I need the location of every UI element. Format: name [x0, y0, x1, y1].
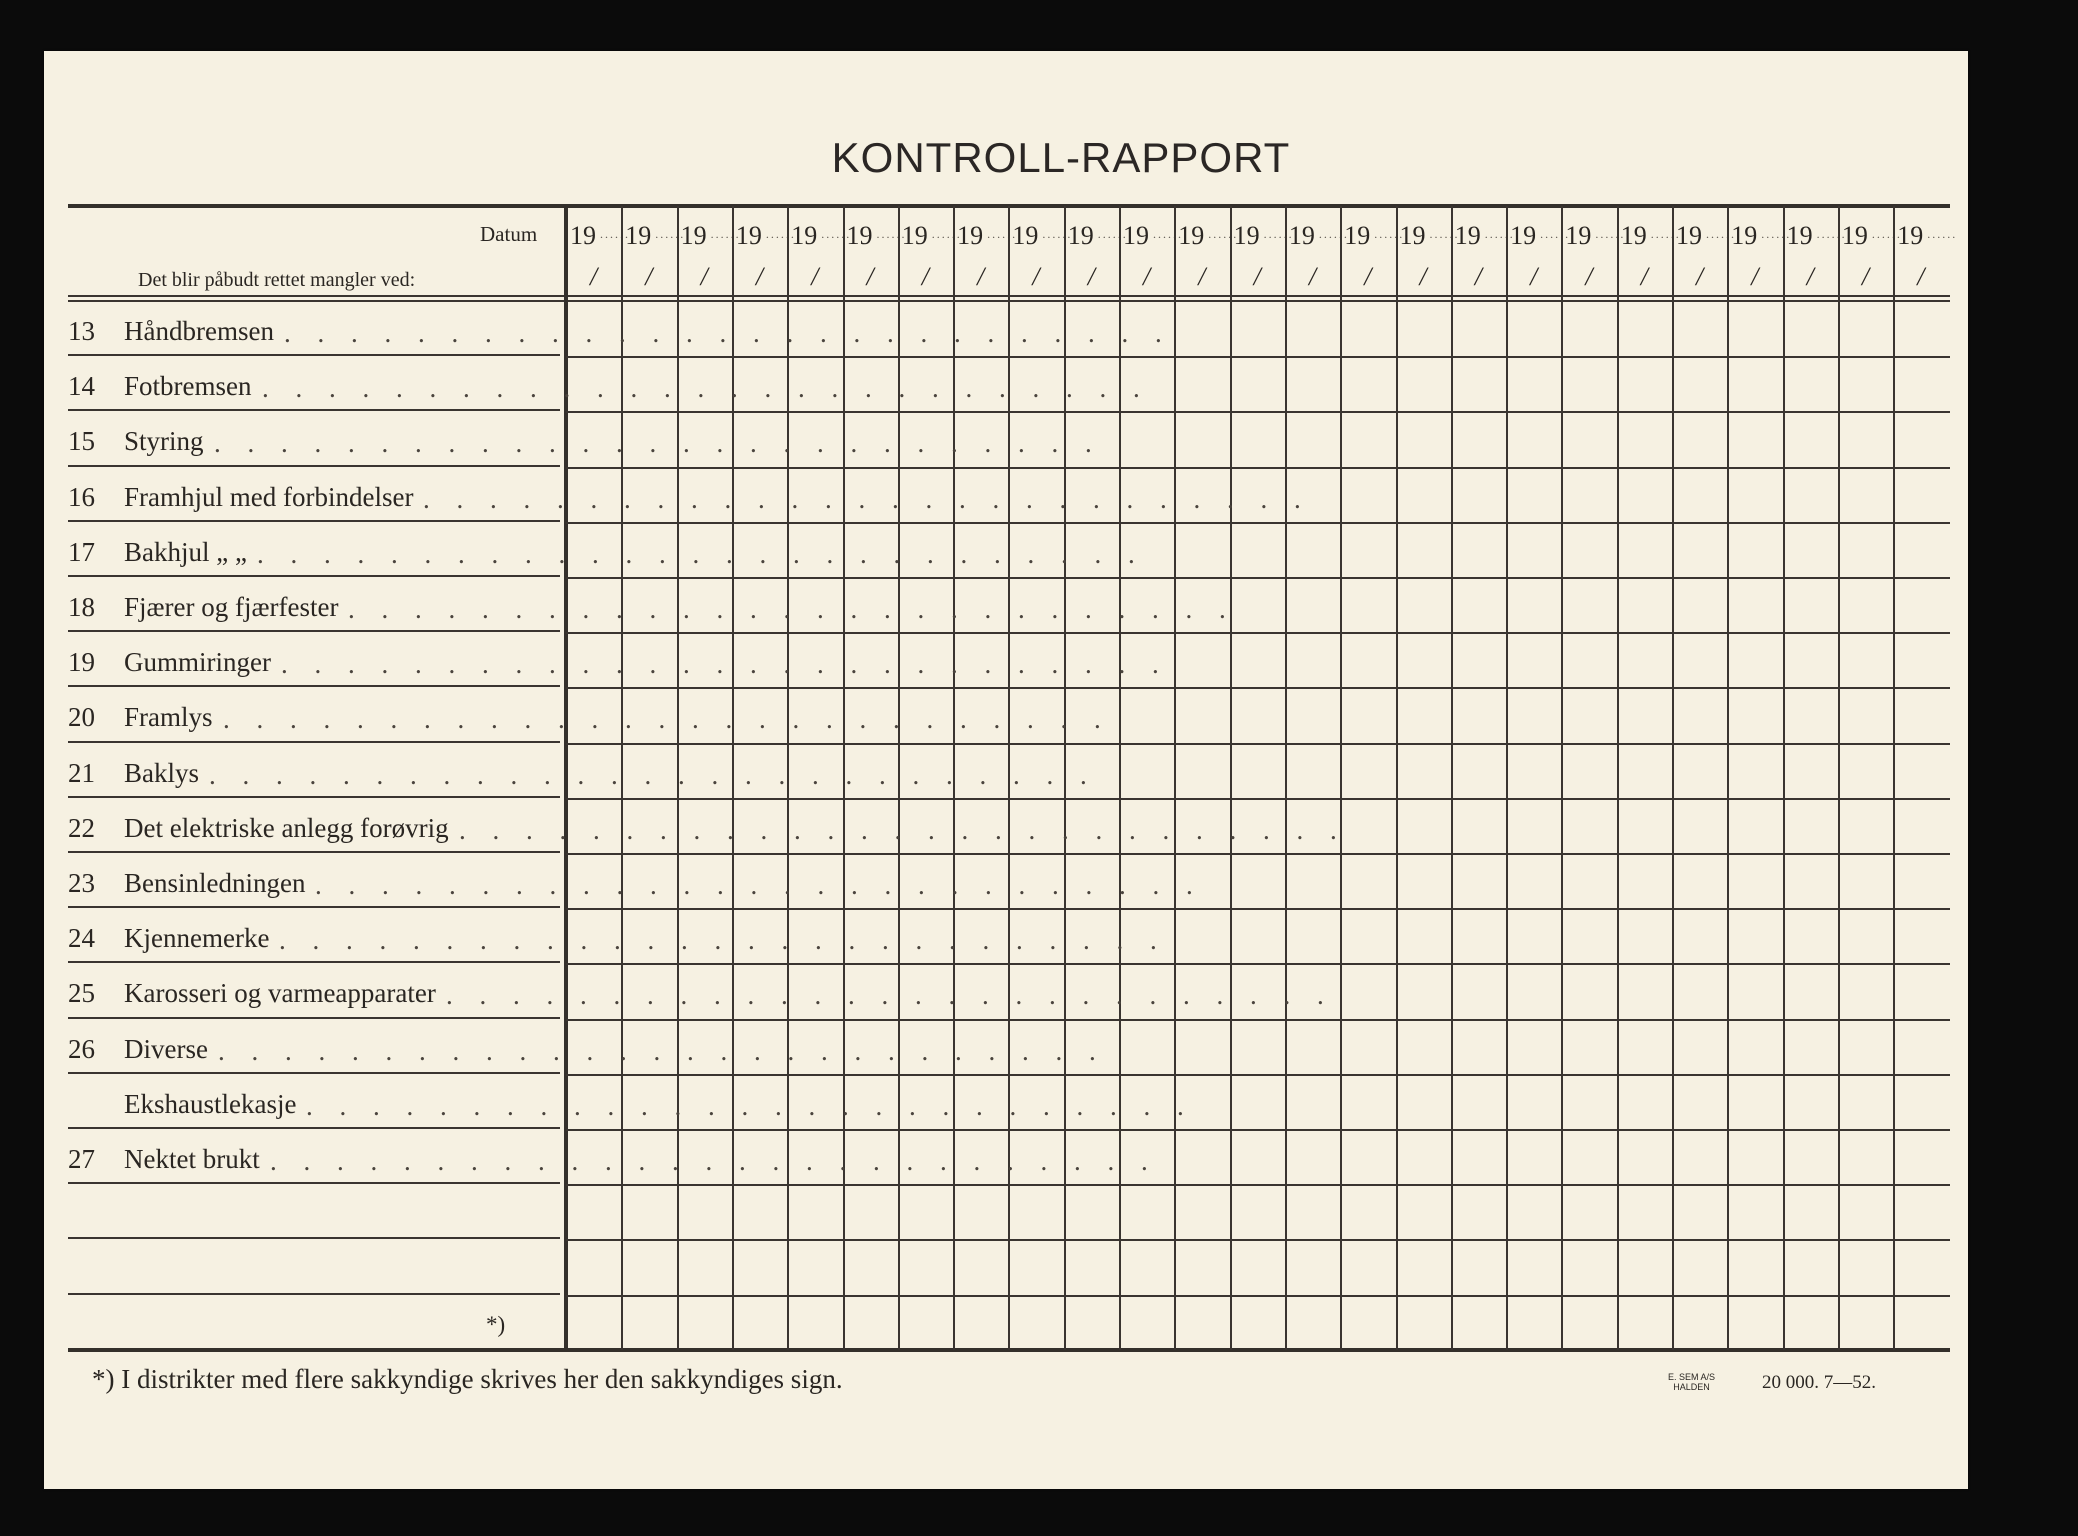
date-slash: /	[1087, 262, 1095, 291]
row-separator-label	[68, 1237, 560, 1239]
row-number: 21	[68, 757, 95, 788]
row-number: 17	[68, 536, 95, 567]
row-label: Fjærer og fjærfester	[124, 592, 339, 622]
date-dotted-line: ......	[987, 227, 1018, 241]
date-dotted-line: ......	[1263, 227, 1294, 241]
date-dotted-line: ......	[1097, 227, 1128, 241]
row-leader-dots: . . . . . . . . . . . . . . . . . . . . . . . . . . .	[281, 649, 1169, 680]
column-divider	[1506, 206, 1508, 1350]
row-label: Det elektriske anlegg forøvrig	[124, 812, 449, 843]
date-slash: /	[1806, 262, 1814, 291]
row-separator-grid	[566, 522, 1950, 524]
date-slash: /	[1585, 262, 1593, 291]
row-leader-dots: . . . . . . . . . . . . . . . . . . . . . . . . . . .	[218, 1035, 1106, 1066]
column-divider	[1783, 206, 1785, 1350]
date-year-header: 19	[680, 221, 707, 250]
row-separator-label	[68, 630, 560, 632]
row-separator-label	[68, 741, 560, 743]
column-divider	[1451, 206, 1453, 1350]
row-number: 26	[68, 1033, 95, 1064]
row-label: Kjennemerke	[124, 923, 270, 954]
row-separator-grid	[566, 687, 1950, 689]
date-year-header: 19	[1067, 221, 1094, 250]
date-slash: /	[1143, 262, 1151, 291]
row-separator-label	[68, 465, 560, 467]
row-number: 27	[68, 1144, 95, 1174]
date-year-header: 19	[901, 221, 928, 250]
date-slash: /	[921, 262, 930, 291]
date-year-header: 19	[625, 221, 652, 250]
row-separator-label	[68, 796, 560, 798]
row-number: 18	[68, 592, 95, 622]
date-dotted-line: ......	[1042, 227, 1073, 241]
date-dotted-line: ......	[655, 227, 686, 241]
date-slash: /	[977, 262, 985, 291]
date-slash: /	[1198, 262, 1206, 291]
row-separator-label	[68, 409, 560, 411]
row-number: 24	[68, 923, 95, 954]
date-year-header: 19	[570, 221, 596, 250]
date-year-header: 19	[735, 221, 762, 250]
row-number: 13	[68, 316, 95, 346]
date-year-header: 19	[1399, 221, 1426, 250]
row-label: Baklys	[124, 757, 200, 788]
row-separator-grid	[566, 853, 1950, 855]
date-year-header: 19	[957, 221, 984, 250]
date-dotted-line: ......	[1484, 227, 1515, 241]
date-year-header: 19	[1178, 221, 1205, 250]
date-slash: /	[1917, 262, 1925, 291]
row-label: Framhjul med forbindelser	[124, 481, 414, 512]
row-number: 20	[68, 702, 95, 733]
footnote-text: *) I distrikter med flere sakkyndige skrives her den sakkyndiges sign.	[92, 1363, 843, 1394]
row-number: 22	[68, 812, 95, 843]
date-year-header: 19	[1786, 221, 1813, 250]
row-separator-label	[68, 1127, 560, 1129]
date-dotted-line: ......	[765, 227, 796, 241]
date-dotted-line: ......	[1208, 227, 1239, 241]
date-year-header: 19	[1676, 221, 1702, 250]
row-leader-dots: . . . . . . . . . . . . . . . . . . . . . . . . . . .	[306, 1090, 1194, 1121]
row-separator-label	[68, 1293, 560, 1295]
date-year-header: 19	[1288, 221, 1315, 250]
row-separator-label	[68, 685, 560, 687]
row-separator-grid	[566, 1129, 1950, 1131]
date-dotted-line: ......	[1650, 227, 1681, 241]
date-dotted-line: ......	[931, 227, 962, 241]
row-separator-label	[68, 1182, 560, 1184]
row-separator-grid	[566, 1239, 1950, 1241]
row-separator-grid	[566, 632, 1950, 634]
date-dotted-line: ......	[876, 227, 907, 241]
row-separator-label	[68, 575, 560, 577]
column-divider	[1838, 206, 1840, 1350]
signature-row-marker: *)	[486, 1311, 506, 1337]
report-title: KONTROLL-RAPPORT	[831, 134, 1291, 181]
date-slash: /	[1308, 262, 1317, 291]
row-separator-grid	[566, 1184, 1950, 1186]
date-slash: /	[1419, 262, 1427, 291]
date-year-header: 19	[1012, 221, 1039, 250]
column-divider	[1672, 206, 1674, 1350]
date-slash: /	[700, 262, 708, 291]
date-year-header: 19	[1731, 221, 1758, 250]
date-slash: /	[645, 262, 653, 291]
row-leader-dots: . . . . . . . . . . . . . . . . . . . . . . . . . . .	[209, 759, 1097, 790]
row-label: Fotbremsen	[124, 371, 252, 402]
row-separator-label	[68, 1017, 560, 1019]
row-number: 16	[68, 481, 95, 512]
date-year-header: 19	[1510, 221, 1537, 250]
row-label: Bakhjul „ „	[124, 536, 247, 567]
date-slash: /	[1253, 262, 1261, 291]
date-dotted-line: ......	[1374, 227, 1405, 241]
column-divider	[1285, 206, 1287, 1350]
row-separator-label	[68, 520, 560, 522]
date-dotted-line: ......	[1153, 227, 1183, 241]
date-slash: /	[1640, 262, 1648, 291]
date-dotted-line: ......	[1595, 227, 1626, 241]
row-separator-grid	[566, 908, 1950, 910]
row-separator-label	[68, 354, 560, 356]
column-divider	[1340, 206, 1342, 1350]
row-separator-label	[68, 961, 560, 963]
date-year-header: 19	[1123, 221, 1149, 250]
row-separator-grid	[566, 356, 1950, 358]
row-label: Framlys	[124, 702, 213, 733]
date-slash: /	[1696, 262, 1704, 291]
row-label: Diverse	[124, 1033, 208, 1064]
row-leader-dots: . . . . . . . . . . . . . . . . . . . . . . . . . . .	[257, 538, 1145, 569]
date-year-header: 19	[1344, 221, 1371, 250]
printer-imprint: E. SEM A/S HALDEN	[1668, 1371, 1716, 1392]
row-number: 19	[68, 647, 95, 678]
row-separator-grid	[566, 411, 1950, 413]
date-dotted-line: ......	[1761, 227, 1792, 241]
date-dotted-line: ......	[821, 227, 852, 241]
date-year-header: 19	[1454, 221, 1481, 250]
row-label: Ekshaustlekasje	[124, 1088, 297, 1119]
date-dotted-line: ......	[1540, 227, 1571, 241]
date-year-header: 19	[1233, 221, 1260, 250]
column-divider	[1893, 206, 1895, 1350]
datum-label: Datum	[480, 222, 538, 246]
date-slash: /	[1751, 262, 1759, 291]
row-leader-dots: . . . . . . . . . . . . . . . . . . . . . . . . . . .	[223, 704, 1111, 735]
row-label: Karosseri og varmeapparater	[124, 978, 436, 1009]
date-slash: /	[1861, 262, 1870, 291]
date-year-header: 19	[1897, 221, 1924, 250]
row-separator-grid	[566, 1295, 1950, 1297]
date-dotted-line: ......	[1706, 227, 1736, 241]
row-separator-grid	[566, 1074, 1950, 1076]
date-dotted-line: ......	[1871, 227, 1902, 241]
row-number: 23	[68, 868, 95, 898]
row-number: 15	[68, 426, 95, 457]
row-separator-grid	[566, 743, 1950, 745]
row-separator-grid	[566, 467, 1950, 469]
row-label: Bensinledningen	[124, 868, 306, 898]
row-label: Håndbremsen	[124, 316, 274, 346]
date-year-header: 19	[1841, 221, 1868, 250]
column-divider	[1230, 206, 1232, 1350]
row-separator-label	[68, 1072, 560, 1074]
date-slash: /	[1032, 262, 1040, 291]
date-dotted-line: ......	[600, 227, 630, 241]
row-number: 14	[68, 371, 95, 402]
row-label: Nektet brukt	[124, 1144, 260, 1174]
row-label: Gummiringer	[124, 647, 271, 678]
date-dotted-line: ......	[1318, 227, 1349, 241]
date-slash: /	[1530, 262, 1538, 291]
date-slash: /	[755, 262, 764, 291]
row-leader-dots: . . . . . . . . . . . . . . . . . . . . . . . . . . .	[279, 925, 1167, 956]
row-separator-label	[68, 851, 560, 853]
row-leader-dots: . . . . . . . . . . . . . . . . . . . . . . . . . . .	[423, 483, 1311, 514]
row-separator-label	[68, 906, 560, 908]
date-slash: /	[1364, 262, 1372, 291]
column-divider	[1617, 206, 1619, 1350]
date-year-header: 19	[791, 221, 818, 250]
date-dotted-line: ......	[1816, 227, 1847, 241]
date-dotted-line: ......	[1429, 227, 1460, 241]
date-year-header: 19	[1620, 221, 1647, 250]
row-leader-dots: . . . . . . . . . . . . . . . . . . . . . . . . . . .	[262, 373, 1150, 404]
row-separator-grid	[566, 1019, 1950, 1021]
column-divider	[1396, 206, 1398, 1350]
column-divider	[1727, 206, 1729, 1350]
column-divider	[1561, 206, 1563, 1350]
date-year-header: 19	[1565, 221, 1592, 250]
row-leader-dots: . . . . . . . . . . . . . . . . . . . . . . . . . . .	[214, 428, 1102, 459]
row-number: 25	[68, 978, 95, 1009]
date-year-header: 19	[846, 221, 873, 250]
date-dotted-line: ......	[1927, 227, 1958, 241]
row-separator-grid	[566, 963, 1950, 965]
print-run-text: 20 000. 7—52.	[1762, 1371, 1876, 1393]
date-dotted-line: ......	[710, 227, 741, 241]
instruction-label: Det blir påbudt rettet mangler ved:	[138, 269, 416, 291]
inspection-report-card	[44, 51, 1968, 1489]
row-leader-dots: . . . . . . . . . . . . . . . . . . . . . . . . . . .	[446, 980, 1334, 1011]
row-separator-grid	[566, 577, 1950, 579]
date-slash: /	[811, 262, 819, 291]
date-slash: /	[1474, 262, 1483, 291]
date-slash: /	[866, 262, 874, 291]
row-leader-dots: . . . . . . . . . . . . . . . . . . . . . . . . . . .	[459, 814, 1347, 845]
row-leader-dots: . . . . . . . . . . . . . . . . . . . . . . . . . . .	[270, 1146, 1158, 1176]
row-label: Styring	[124, 426, 204, 457]
column-divider	[1174, 206, 1176, 1350]
row-separator-grid	[566, 798, 1950, 800]
row-leader-dots: . . . . . . . . . . . . . . . . . . . . . . . . . . .	[284, 318, 1172, 348]
date-slash: /	[590, 262, 598, 291]
row-leader-dots: . . . . . . . . . . . . . . . . . . . . . . . . . . .	[348, 594, 1236, 624]
row-leader-dots: . . . . . . . . . . . . . . . . . . . . . . . . . . .	[315, 870, 1203, 900]
